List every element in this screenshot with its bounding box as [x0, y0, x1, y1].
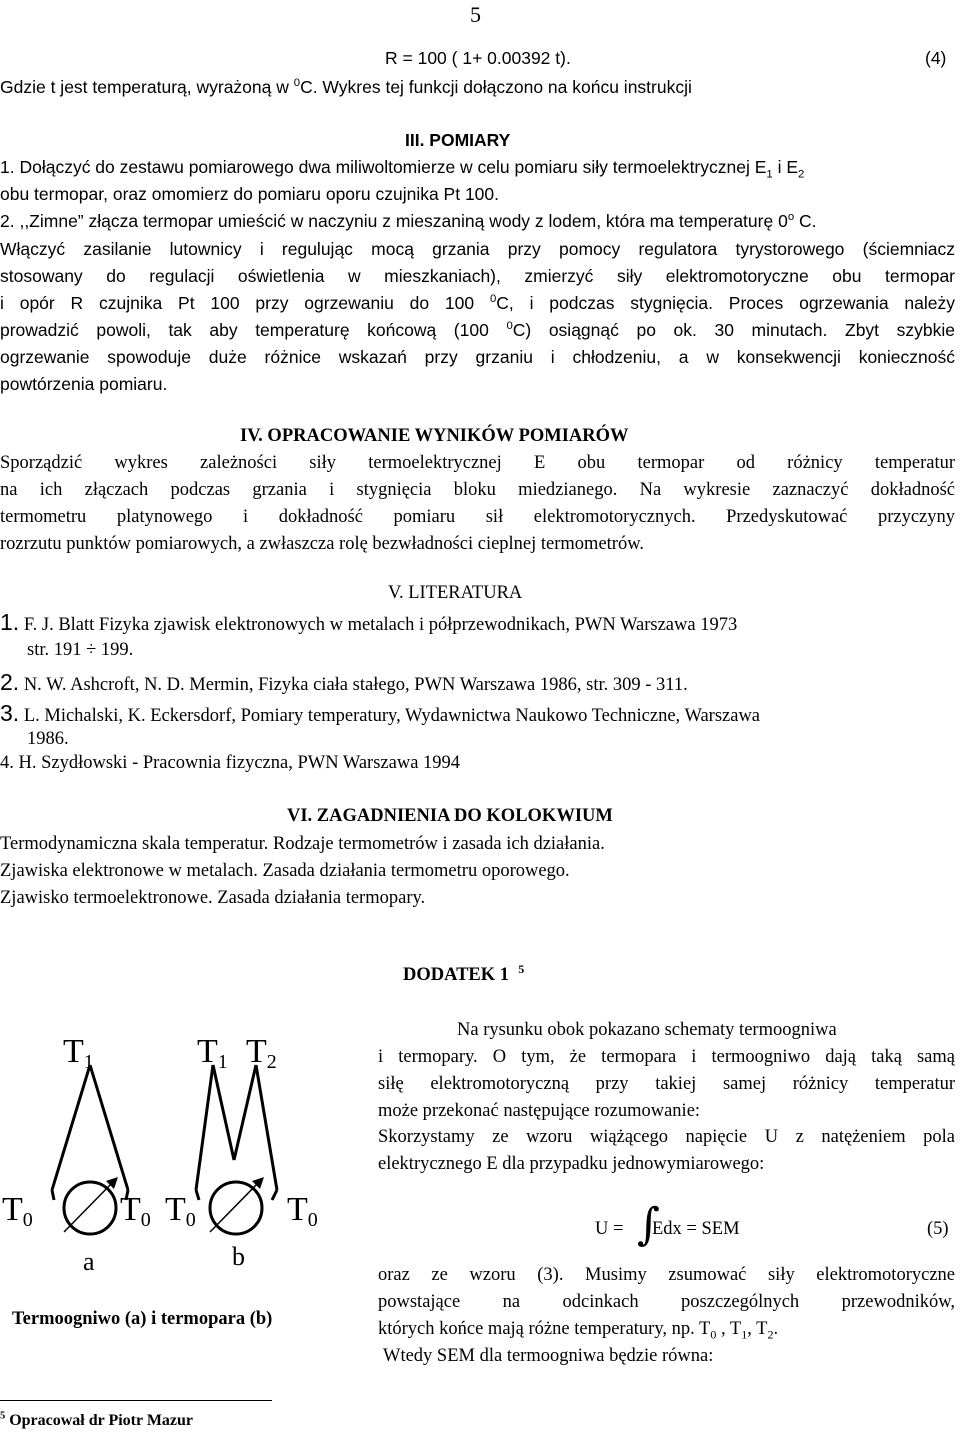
section-3-heading: III. POMIARY [405, 130, 511, 150]
svg-text:b: b [232, 1242, 245, 1271]
appendix-after-line-3: których końce mają różne temperatury, np. $T_0$ , $T_1$, $T_2$. [378, 1319, 779, 1342]
section-4-line-4: rozrzutu punktów pomiarowych, a zwłaszcza rolę bezwładności cieplnej termometrów. [0, 534, 644, 554]
svg-text:T0: T0 [2, 1191, 33, 1231]
section-3-item-2-line-6: ogrzewanie spowoduje duże różnice wskazań przy grzaniu i chłodzeniu, a w konsekwencji konieczność [0, 347, 955, 367]
section-3-item-2-line-5: prowadzić powoli, tak aby temperaturę końcową (100 $^0$C) osiągnąć po ok. 30 minutach. Zbyt szybkie [0, 320, 955, 340]
footnote: $^5$ Opracował dr Piotr Mazur [0, 1410, 194, 1429]
reference-3: 3. L. Michalski, K. Eckersdorf, Pomiary temperatury, Wydawnictwa Naukowo Techniczne, Warszawa [0, 700, 761, 726]
section-6-line-1: Termodynamiczna skala temperatur. Rodzaje termometrów i zasada ich działania. [0, 834, 605, 854]
svg-text:T1: T1 [197, 1033, 228, 1073]
section-3-item-2-line-4: i opór R czujnika Pt 100 przy ogrzewaniu do 100 $^0$C, i podczas stygnięcia. Proces ogrzewania należy [0, 293, 955, 313]
voltmeter-a-icon [64, 1182, 116, 1234]
appendix-line-5: Skorzystamy ze wzoru wiążącego napięcie U z natężeniem pola [378, 1127, 955, 1147]
appendix-final-line: Wtedy SEM dla termoogniwa będzie równa: [383, 1346, 714, 1366]
section-3-item-2-line-3: stosowany do regulacji oświetlenia w mieszkaniach), zmierzyć siły elektromotoryczne obu termopar [0, 266, 955, 286]
reference-1: 1. F. J. Blatt Fizyka zjawisk elektronowych w metalach i półprzewodnikach, PWN Warszawa 1973 [0, 609, 738, 635]
temperature-explanation: Gdzie t jest temperaturą, wyrażoną w $^0$C. Wykres tej funkcji dołączono na końcu instrukcji [0, 77, 692, 97]
svg-text:T2: T2 [246, 1033, 277, 1073]
section-6-line-3: Zjawisko termoelektronowe. Zasada działania termopary. [0, 888, 426, 908]
footnote-separator [0, 1400, 272, 1401]
equation-5-rhs: Edx = SEM [652, 1219, 740, 1239]
voltmeter-b-icon [210, 1182, 262, 1234]
section-4-line-3: termometru platynowego i dokładność pomiaru sił elektromotorycznych. Przedyskutować przyczyny [0, 507, 955, 527]
appendix-line-4: może przekonać następujące rozumowanie: [378, 1101, 701, 1121]
appendix-after-line-2: powstające na odcinkach poszczególnych przewodników, [378, 1292, 955, 1312]
section-4-line-2: na ich złączach podczas grzania i stygnięcia bloku miedzianego. Na wykresie zaznaczyć dokładność [0, 480, 955, 500]
reference-4: 4. H. Szydłowski - Pracownia fizyczna, PWN Warszawa 1994 [0, 753, 461, 773]
svg-text:T0: T0 [287, 1191, 318, 1231]
reference-1-line-2: str. 191 ÷ 199. [27, 640, 134, 660]
thermocouple-diagram [0, 1020, 360, 1310]
appendix-line-3: siłę elektromotoryczną przy takiej samej różnicy temperatur [378, 1074, 955, 1094]
formula-4: R = 100 ( 1+ 0.00392 t). [385, 48, 571, 68]
diagram-caption: Termoogniwo (a) i termopara (b) [12, 1309, 273, 1329]
section-3-item-1-line-2: obu termopar, oraz omomierz do pomiaru oporu czujnika Pt 100. [0, 184, 500, 204]
equation-5-number: (5) [927, 1219, 949, 1239]
page-number: 5 [470, 2, 481, 27]
svg-text:T0: T0 [120, 1191, 151, 1231]
appendix-heading: DODATEK 1 $^5$ [403, 961, 525, 985]
section-3-item-1: 1. Dołączyć do zestawu pomiarowego dwa miliwoltomierze w celu pomiaru siły termoelektrycznej $E_1$ i $E_2$ [0, 157, 805, 181]
appendix-line-2: i termopary. O tym, że termopara i termoogniwo dają taką samą [378, 1047, 955, 1067]
section-3-item-2-line-1: 2. ,,Zimne” złącza termopar umieścić w naczyniu z mieszaniną wody z lodem, która ma temperaturę 0$^o$ C. [0, 211, 817, 231]
section-4-line-1: Sporządzić wykres zależności siły termoelektrycznej E obu termopar od różnicy temperatur [0, 453, 955, 473]
section-6-heading: VI. ZAGADNIENIA DO KOLOKWIUM [287, 806, 613, 826]
section-4-heading: IV. OPRACOWANIE WYNIKÓW POMIARÓW [240, 426, 629, 446]
section-3-item-2-line-7: powtórzenia pomiaru. [0, 374, 168, 394]
appendix-line-6: elektrycznego E dla przypadku jednowymiarowego: [378, 1154, 765, 1174]
integral-sign: ∫ [637, 1199, 660, 1250]
svg-text:a: a [83, 1247, 95, 1276]
appendix-after-line-1: oraz ze wzoru (3). Musimy zsumować siły elektromotoryczne [378, 1265, 955, 1285]
section-5-heading: V. LITERATURA [388, 583, 523, 603]
section-6-line-2: Zjawiska elektronowe w metalach. Zasada działania termometru oporowego. [0, 861, 570, 881]
svg-text:T0: T0 [165, 1191, 196, 1231]
appendix-line-1: Na rysunku obok pokazano schematy termoogniwa [457, 1020, 837, 1040]
reference-2: 2. N. W. Ashcroft, N. D. Mermin, Fizyka ciała stałego, PWN Warszawa 1986, str. 309 - 311. [0, 669, 688, 695]
formula-4-number: (4) [925, 48, 947, 68]
thermopile-schematic [52, 1065, 128, 1234]
svg-text:T1: T1 [63, 1033, 94, 1073]
thermocouple-schematic [196, 1065, 277, 1234]
equation-5-lhs: U = [595, 1219, 624, 1239]
reference-3-line-2: 1986. [27, 729, 69, 749]
section-3-item-2-line-2: Włączyć zasilanie lutownicy i regulując mocą grzania przy pomocy regulatora tyrystorowego (ściemniacz [0, 239, 955, 259]
